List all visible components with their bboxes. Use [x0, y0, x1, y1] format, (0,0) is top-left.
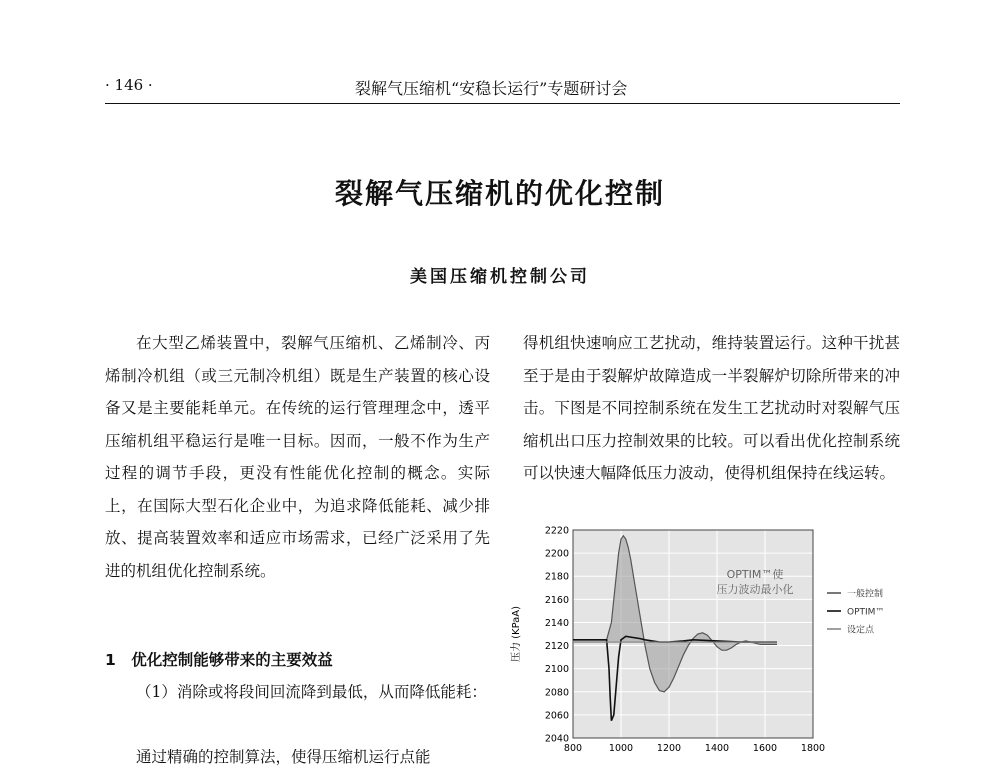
page-header — [105, 76, 900, 98]
right-column — [523, 327, 900, 490]
y-tick-label: 2140 — [544, 617, 569, 629]
x-tick-label: 1200 — [656, 743, 682, 754]
y-tick-label: 2080 — [544, 687, 569, 699]
y-tick-label: 2100 — [544, 664, 569, 676]
x-tick-label: 800 — [563, 743, 583, 754]
article-title: 裂解气压缩机的优化控制 — [334, 177, 665, 210]
x-tick-label: 1000 — [608, 743, 634, 754]
y-tick-label: 2120 — [544, 641, 569, 653]
chart-annotation-line-2: 压力波动最小化 — [716, 583, 794, 596]
x-tick-label: 1600 — [752, 743, 778, 754]
legend — [827, 588, 884, 636]
chart-annotation-line-1: OPTIM™使 — [726, 568, 784, 581]
y-axis-label: 压力 (KPaA) — [511, 605, 522, 663]
running-title: 裂解气压缩机“安稳长运行”专题研讨会 — [355, 79, 628, 98]
cut-off-paragraph: 通过精确的控制算法，使得压缩机运行点能 — [136, 748, 431, 766]
legend-label-1: 一般控制 — [847, 589, 884, 600]
y-tick-label: 2180 — [544, 571, 569, 583]
section-heading: 1 优化控制能够带来的主要效益 — [105, 651, 333, 669]
y-tick-label: 2200 — [544, 548, 569, 560]
x-tick-label: 1800 — [800, 743, 826, 754]
right-paragraph: 得机组快速响应工艺扰动，维持装置运行。这种干扰甚至于是由于裂解炉故障造成一半裂解炉切除所带来的冲击。下图是不同控制系统在发生工艺扰动时对裂解气压缩机出口压力控制效果的比较。可以看出优化控制系统可以快速大幅降低压力波动，使得机组保持在线运转。 — [523, 334, 900, 482]
y-tick-label: 2220 — [544, 525, 569, 537]
y-tick-label: 2160 — [544, 594, 569, 606]
benefit-item-1: （1）消除或将段间回流降到最低，从而降低能耗： — [136, 683, 487, 701]
left-column — [105, 327, 490, 587]
legend-label-2: OPTIM™ — [847, 607, 885, 618]
intro-paragraph: 在大型乙烯装置中，裂解气压缩机、乙烯制冷、丙烯制冷机组（或三元制冷机组）既是生产装置的核心设备又是主要能耗单元。在传统的运行管理理念中，透平压缩机组平稳运行是唯一目标。因而，一般不作为生产过程的调节手段，更没有性能优化控制的概念。实际上，在国际大型石化企业中，为追求降低能耗、减少排放、提高装置效率和适应市场需求，已经广泛采用了先进的机组优化控制系统。 — [105, 334, 490, 580]
header-rule — [105, 103, 900, 104]
page-number: · 146 · — [105, 76, 153, 94]
legend-label-3: 设定点 — [847, 625, 875, 636]
y-tick-label: 2040 — [544, 733, 569, 745]
pressure-chart — [505, 520, 900, 760]
article-author: 美国压缩机控制公司 — [410, 267, 590, 287]
x-tick-label: 1400 — [704, 743, 730, 754]
y-tick-label: 2060 — [544, 710, 569, 722]
